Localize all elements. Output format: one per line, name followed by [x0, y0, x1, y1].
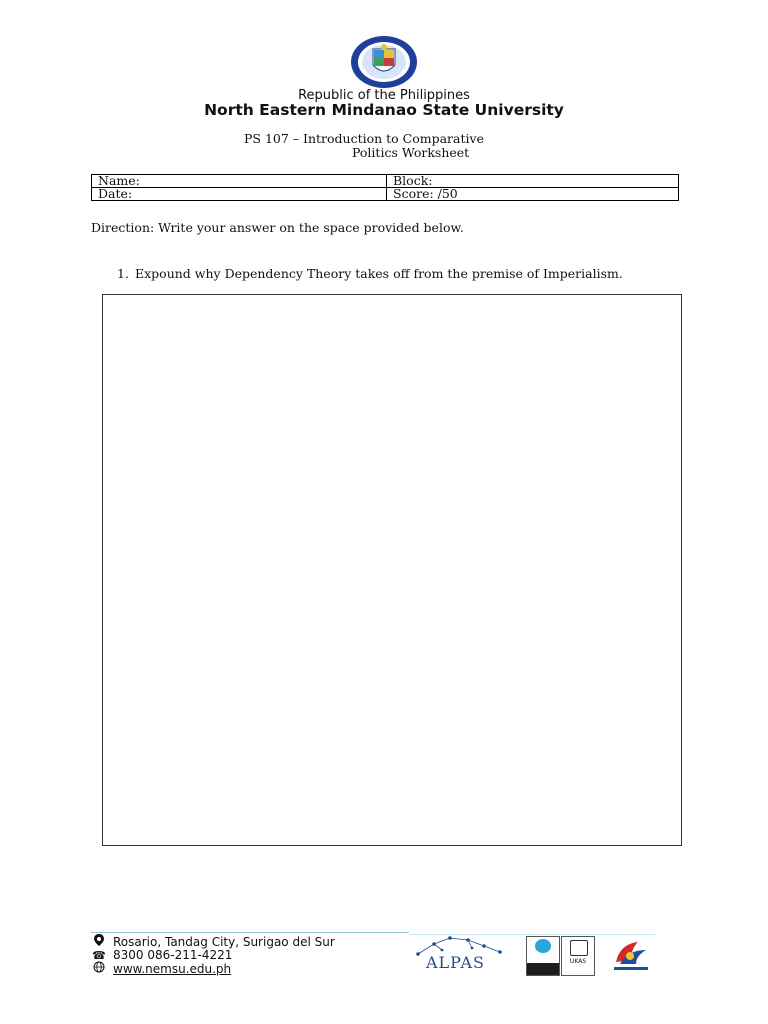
bagong-pilipinas-logo [608, 936, 654, 974]
address-text: Rosario, Tandag City, Surigao del Sur [113, 934, 335, 949]
republic-heading: Republic of the Philippines [298, 88, 470, 103]
globe-icon [91, 961, 107, 976]
university-name: North Eastern Mindanao State University [204, 101, 564, 119]
question-text: Expound why Dependency Theory takes off from the premise of Imperialism. [135, 266, 623, 281]
telephone-icon: ☎ [92, 948, 106, 962]
table-row [92, 175, 679, 188]
block-field[interactable]: Block: [387, 175, 679, 188]
course-title-line2: Politics Worksheet [352, 145, 470, 160]
location-pin-icon [91, 934, 107, 949]
course-title-line1: PS 107 – Introduction to Comparative [244, 131, 484, 146]
score-field: Score: /50 [387, 188, 679, 201]
alpas-wordmark: ALPAS [426, 953, 485, 972]
question-item [117, 266, 623, 281]
footer-address [91, 934, 335, 949]
date-field[interactable]: Date: [92, 188, 387, 201]
student-info-table [91, 174, 679, 201]
answer-box[interactable] [102, 294, 682, 846]
ukas-certification-badge: UKAS [561, 936, 595, 976]
iso-certification-badge [526, 936, 560, 976]
footer-phone [91, 948, 232, 962]
footer-website [91, 961, 231, 976]
table-row [92, 188, 679, 201]
university-seal-logo [349, 35, 419, 89]
website-link[interactable]: www.nemsu.edu.ph [113, 961, 232, 976]
question-number: 1. [117, 266, 129, 281]
phone-text: 8300 086-211-4221 [113, 948, 233, 962]
footer-divider [91, 932, 409, 933]
name-field[interactable]: Name: [92, 175, 387, 188]
direction-text: Direction: Write your answer on the space provided below. [91, 220, 464, 235]
